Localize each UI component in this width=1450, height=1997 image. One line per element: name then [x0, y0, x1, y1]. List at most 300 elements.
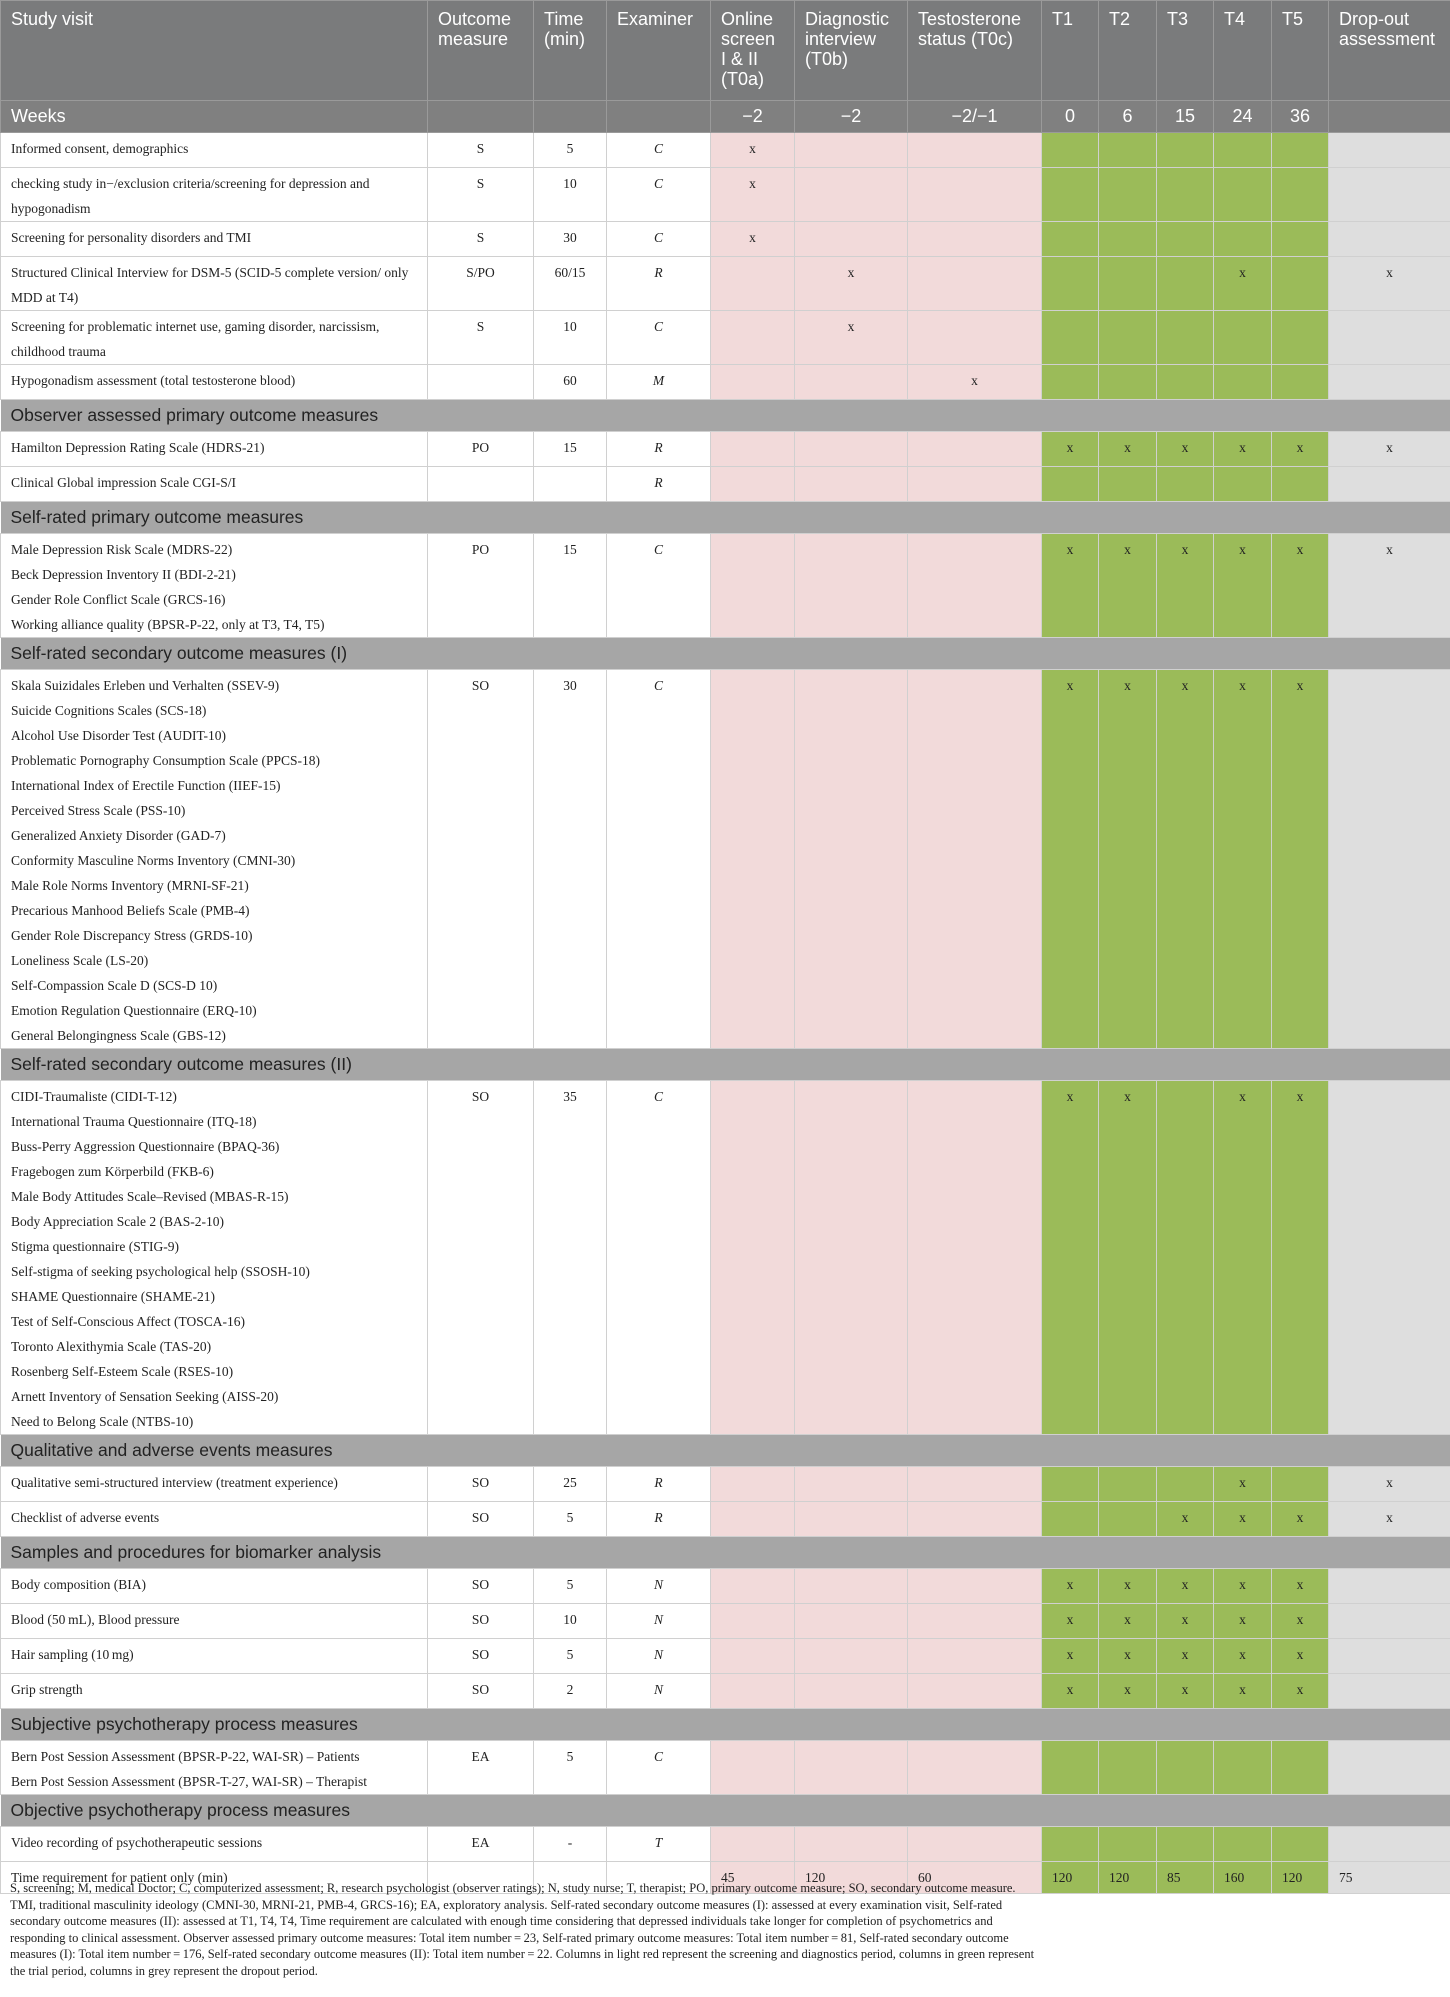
measure-item: Conformity Masculine Norms Inventory (CMNI-30) [11, 853, 296, 868]
visit-mark-cell: x [1157, 1604, 1214, 1639]
visit-mark-cell: x [1042, 1081, 1099, 1435]
visit-mark-cell [711, 311, 795, 365]
visit-mark-cell [795, 670, 908, 1049]
examiner-cell: C [607, 534, 711, 638]
visit-mark-cell [1272, 1741, 1329, 1795]
visit-mark-cell [1329, 168, 1450, 222]
table-row [1, 1741, 1450, 1795]
visit-mark-cell [1157, 1741, 1214, 1795]
time-cell: 60/15 [534, 257, 607, 311]
measure-item: Informed consent, demographics [11, 141, 189, 156]
weeks-row [1, 101, 1450, 133]
measure-item: Grip strength [11, 1682, 83, 1697]
study-visit-cell [1, 222, 428, 257]
visit-mark-cell [1272, 1467, 1329, 1502]
section-header-row [1, 1795, 1450, 1827]
visit-mark-cell [1329, 1604, 1450, 1639]
visit-mark-cell [795, 467, 908, 502]
section-header-row [1, 1435, 1450, 1467]
total-time-value: 120 [1042, 1862, 1099, 1894]
visit-mark-cell: x [1272, 1639, 1329, 1674]
weeks-cell [534, 101, 607, 133]
weeks-cell: 6 [1099, 101, 1157, 133]
table-row [1, 1827, 1450, 1862]
visit-mark-cell: x [1329, 432, 1450, 467]
visit-mark-cell [711, 1604, 795, 1639]
examiner-cell: N [607, 1569, 711, 1604]
measure-item: Male Depression Risk Scale (MDRS-22) [11, 542, 233, 557]
time-cell: 10 [534, 168, 607, 222]
column-header: Examiner [607, 1, 711, 101]
visit-mark-cell [795, 432, 908, 467]
time-cell: 10 [534, 311, 607, 365]
table-row [1, 311, 1450, 365]
study-visit-cell [1, 1467, 428, 1502]
visit-mark-cell [1272, 257, 1329, 311]
visit-mark-cell: x [1214, 1502, 1272, 1537]
visit-mark-cell: x [1214, 1639, 1272, 1674]
study-visit-cell [1, 168, 428, 222]
visit-mark-cell [795, 1467, 908, 1502]
visit-mark-cell: x [1099, 1081, 1157, 1435]
study-visit-cell [1, 1604, 428, 1639]
measure-item: Precarious Manhood Beliefs Scale (PMB-4) [11, 903, 250, 918]
examiner-cell: R [607, 1467, 711, 1502]
visit-mark-cell [711, 365, 795, 400]
visit-mark-cell [1157, 222, 1214, 257]
visit-mark-cell [795, 1674, 908, 1709]
examiner-cell: N [607, 1674, 711, 1709]
visit-mark-cell [908, 1467, 1042, 1502]
study-visit-cell [1, 257, 428, 311]
time-cell: 5 [534, 1639, 607, 1674]
outcome-measure-cell: EA [428, 1741, 534, 1795]
visit-mark-cell [1329, 1081, 1450, 1435]
outcome-measure-cell: PO [428, 432, 534, 467]
column-header: Outcome measure [428, 1, 534, 101]
visit-mark-cell [908, 1604, 1042, 1639]
visit-mark-cell [1157, 168, 1214, 222]
outcome-measure-cell: PO [428, 534, 534, 638]
visit-mark-cell: x [1214, 257, 1272, 311]
time-cell: 30 [534, 670, 607, 1049]
study-visit-cell [1, 1502, 428, 1537]
visit-mark-cell [1329, 1827, 1450, 1862]
visit-mark-cell [711, 1467, 795, 1502]
visit-mark-cell [1329, 467, 1450, 502]
visit-mark-cell: x [1042, 1604, 1099, 1639]
table-row [1, 1569, 1450, 1604]
visit-mark-cell [1272, 133, 1329, 168]
measure-item: Hamilton Depression Rating Scale (HDRS-21) [11, 440, 265, 455]
visit-mark-cell [908, 670, 1042, 1049]
visit-mark-cell [1329, 1741, 1450, 1795]
visit-mark-cell [795, 222, 908, 257]
outcome-measure-cell: SO [428, 670, 534, 1049]
weeks-cell [1329, 101, 1450, 133]
total-time-value: 75 [1329, 1862, 1450, 1894]
visit-mark-cell [908, 1081, 1042, 1435]
visit-mark-cell [1042, 311, 1099, 365]
visit-mark-cell [1214, 168, 1272, 222]
visit-mark-cell [795, 534, 908, 638]
visit-mark-cell [711, 1639, 795, 1674]
table-row [1, 1674, 1450, 1709]
measure-item: Male Body Attitudes Scale–Revised (MBAS-R-15) [11, 1189, 289, 1204]
visit-mark-cell: x [1214, 1569, 1272, 1604]
visit-mark-cell [795, 168, 908, 222]
visit-mark-cell: x [1214, 1604, 1272, 1639]
visit-mark-cell [1042, 222, 1099, 257]
time-cell: - [534, 1827, 607, 1862]
visit-mark-cell: x [1214, 1467, 1272, 1502]
visit-mark-cell [1214, 133, 1272, 168]
study-visit-cell [1, 311, 428, 365]
column-header: Time (min) [534, 1, 607, 101]
measure-item: Problematic Pornography Consumption Scale (PPCS-18) [11, 753, 320, 768]
visit-mark-cell [1214, 467, 1272, 502]
examiner-cell: C [607, 222, 711, 257]
weeks-cell: 15 [1157, 101, 1214, 133]
column-header: T1 [1042, 1, 1099, 101]
visit-mark-cell [711, 670, 795, 1049]
visit-mark-cell [1329, 1639, 1450, 1674]
total-time-value: 45 [711, 1862, 795, 1894]
time-cell: 15 [534, 534, 607, 638]
section-title: Objective psychotherapy process measures [1, 1795, 1450, 1827]
visit-mark-cell: x [1157, 1639, 1214, 1674]
section-header-row [1, 1709, 1450, 1741]
visit-mark-cell: x [1099, 1569, 1157, 1604]
visit-mark-cell: x [1042, 534, 1099, 638]
column-header: Study visit [1, 1, 428, 101]
visit-mark-cell [711, 467, 795, 502]
visit-mark-cell [1099, 311, 1157, 365]
weeks-cell [607, 101, 711, 133]
section-title: Samples and procedures for biomarker analysis [1, 1537, 1450, 1569]
visit-mark-cell: x [1099, 1639, 1157, 1674]
visit-mark-cell: x [1214, 1081, 1272, 1435]
outcome-measure-cell: SO [428, 1639, 534, 1674]
visit-mark-cell [908, 168, 1042, 222]
total-time-value: 120 [1272, 1862, 1329, 1894]
visit-mark-cell: x [1042, 432, 1099, 467]
table-row [1, 1081, 1450, 1435]
measure-item: Test of Self-Conscious Affect (TOSCA-16) [11, 1314, 246, 1329]
measure-item: Perceived Stress Scale (PSS-10) [11, 803, 186, 818]
weeks-cell: 24 [1214, 101, 1272, 133]
table-footnote: S, screening; M, medical Doctor; C, computerized assessment; R, research psychologist (observer ratings); N, study nurse; T, therapist; PO, primary outcome measure; SO, secondary outcome measure. TMI, traditional masculinity ideology (CMNI-30, MRNI-21, PMB-4, GRCS-16); EA, exploratory analysis. Self-rated secondary outcome measures (I): assessed at every examination visit, Self-rated secondary outcome measures (II): assessed at T1, T4, T4, Time requirement are calculated with enough time considering that depressed individuals take longer for completion of psychometrics and responding to clinical assessment. Observer assessed primary outcome measures: Total item number = 23, Self-rated primary outcome measures: Total item number = 81, Self-rated secondary outcome measures (I): Total item number = 176, Self-rated secondary outcome measures (II): Total item number = 22. Columns in light red represent the screening and diagnostics period, columns in green represent the trial period, columns in grey represent the dropout period. [10, 1881, 1035, 1978]
visit-mark-cell: x [795, 311, 908, 365]
outcome-measure-cell: SO [428, 1604, 534, 1639]
visit-mark-cell: x [1042, 670, 1099, 1049]
visit-mark-cell [908, 311, 1042, 365]
visit-mark-cell [1329, 222, 1450, 257]
weeks-cell: −2 [711, 101, 795, 133]
visit-mark-cell [711, 1569, 795, 1604]
total-time-value: 120 [795, 1862, 908, 1894]
visit-mark-cell [795, 133, 908, 168]
column-header: Testosterone status (T0c) [908, 1, 1042, 101]
outcome-measure-cell: S [428, 311, 534, 365]
visit-mark-cell [908, 1827, 1042, 1862]
visit-mark-cell [795, 1827, 908, 1862]
visit-mark-cell [1329, 365, 1450, 400]
visit-mark-cell [1157, 311, 1214, 365]
weeks-cell: Weeks [1, 101, 428, 133]
visit-mark-cell [908, 467, 1042, 502]
visit-mark-cell [1099, 365, 1157, 400]
visit-mark-cell: x [1099, 670, 1157, 1049]
visit-mark-cell [795, 1081, 908, 1435]
section-title: Self-rated secondary outcome measures (I) [1, 638, 1450, 670]
visit-mark-cell: x [1214, 534, 1272, 638]
visit-mark-cell [1272, 168, 1329, 222]
weeks-cell [428, 101, 534, 133]
examiner-cell: C [607, 670, 711, 1049]
time-cell: 35 [534, 1081, 607, 1435]
header-row [1, 1, 1450, 101]
weeks-cell: −2/−1 [908, 101, 1042, 133]
column-header: T5 [1272, 1, 1329, 101]
visit-mark-cell: x [1157, 1674, 1214, 1709]
outcome-measure-cell: SO [428, 1467, 534, 1502]
section-title: Observer assessed primary outcome measures [1, 400, 1450, 432]
study-visit-cell [1, 365, 428, 400]
table-row [1, 133, 1450, 168]
outcome-measure-cell: SO [428, 1081, 534, 1435]
measure-item: Body composition (BIA) [11, 1577, 146, 1592]
visit-mark-cell [1099, 1502, 1157, 1537]
visit-mark-cell [795, 1569, 908, 1604]
time-cell: 15 [534, 432, 607, 467]
measure-item: Suicide Cognitions Scales (SCS-18) [11, 703, 207, 718]
section-header-row [1, 400, 1450, 432]
visit-mark-cell: x [1272, 1502, 1329, 1537]
measure-item: Screening for personality disorders and TMI [11, 230, 252, 245]
section-title: Subjective psychotherapy process measures [1, 1709, 1450, 1741]
visit-mark-cell: x [1329, 257, 1450, 311]
examiner-cell: N [607, 1604, 711, 1639]
column-header: Diagnostic interview (T0b) [795, 1, 908, 101]
visit-mark-cell [711, 1827, 795, 1862]
study-visit-cell [1, 432, 428, 467]
visit-mark-cell [711, 1674, 795, 1709]
examiner-cell: R [607, 1502, 711, 1537]
measure-item: Self-stigma of seeking psychological help (SSOSH-10) [11, 1264, 310, 1279]
visit-mark-cell [1272, 222, 1329, 257]
visit-mark-cell [1042, 168, 1099, 222]
visit-mark-cell: x [1042, 1569, 1099, 1604]
study-visit-cell [1, 1639, 428, 1674]
measure-item: Gender Role Discrepancy Stress (GRDS-10) [11, 928, 253, 943]
section-header-row [1, 1049, 1450, 1081]
time-cell: 2 [534, 1674, 607, 1709]
visit-mark-cell [795, 365, 908, 400]
visit-mark-cell [1157, 365, 1214, 400]
time-cell: 30 [534, 222, 607, 257]
visit-mark-cell [1099, 467, 1157, 502]
outcome-measure-cell: SO [428, 1569, 534, 1604]
study-visit-cell [1, 1827, 428, 1862]
visit-mark-cell [1042, 467, 1099, 502]
visit-mark-cell: x [1157, 1569, 1214, 1604]
examiner-cell: C [607, 311, 711, 365]
visit-mark-cell: x [1272, 534, 1329, 638]
visit-mark-cell: x [711, 222, 795, 257]
measure-item: Male Role Norms Inventory (MRNI-SF-21) [11, 878, 249, 893]
visit-mark-cell [1329, 1569, 1450, 1604]
column-header: T4 [1214, 1, 1272, 101]
measure-item: Working alliance quality (BPSR-P-22, only at T3, T4, T5) [11, 617, 325, 632]
measure-item: Need to Belong Scale (NTBS-10) [11, 1414, 194, 1429]
examiner-cell: R [607, 432, 711, 467]
visit-mark-cell: x [1099, 432, 1157, 467]
section-title: Qualitative and adverse events measures [1, 1435, 1450, 1467]
measure-item: Bern Post Session Assessment (BPSR-T-27, WAI-SR) – Therapist [11, 1774, 368, 1789]
visit-mark-cell [1042, 257, 1099, 311]
examiner-cell: R [607, 257, 711, 311]
study-visit-cell [1, 133, 428, 168]
table-row [1, 257, 1450, 311]
visit-mark-cell [1157, 467, 1214, 502]
visit-mark-cell [908, 1639, 1042, 1674]
visit-mark-cell [1329, 133, 1450, 168]
outcome-measure-cell: S [428, 222, 534, 257]
measure-item: checking study in−/exclusion criteria/screening for depression and hypogonadism [11, 176, 370, 216]
table-row [1, 1639, 1450, 1674]
visit-mark-cell [1099, 168, 1157, 222]
visit-mark-cell [1157, 257, 1214, 311]
visit-mark-cell [1099, 133, 1157, 168]
visit-mark-cell [795, 1741, 908, 1795]
visit-mark-cell [1042, 365, 1099, 400]
study-visit-cell [1, 467, 428, 502]
examiner-cell: N [607, 1639, 711, 1674]
measure-item: Blood (50 mL), Blood pressure [11, 1612, 180, 1627]
measure-item: International Trauma Questionnaire (ITQ-18) [11, 1114, 257, 1129]
visit-mark-cell: x [1214, 1674, 1272, 1709]
column-header: T2 [1099, 1, 1157, 101]
measure-item: SHAME Questionnaire (SHAME-21) [11, 1289, 215, 1304]
visit-mark-cell [908, 432, 1042, 467]
total-time-label: Time requirement for patient only (min) [1, 1862, 428, 1894]
measure-item: Fragebogen zum Körperbild (FKB-6) [11, 1164, 214, 1179]
visit-mark-cell [711, 1741, 795, 1795]
study-visit-cell [1, 1081, 428, 1435]
visit-mark-cell: x [795, 257, 908, 311]
visit-mark-cell: x [1272, 432, 1329, 467]
visit-mark-cell [711, 257, 795, 311]
weeks-cell: −2 [795, 101, 908, 133]
measure-item: Qualitative semi-structured interview (treatment experience) [11, 1475, 338, 1490]
examiner-cell: C [607, 133, 711, 168]
study-visit-cell [1, 1569, 428, 1604]
visit-mark-cell [1214, 365, 1272, 400]
study-visit-cell [1, 1741, 428, 1795]
measure-item: Bern Post Session Assessment (BPSR-P-22, WAI-SR) – Patients [11, 1749, 360, 1764]
measure-item: Hypogonadism assessment (total testosterone blood) [11, 373, 296, 388]
examiner-cell: T [607, 1827, 711, 1862]
time-cell: 60 [534, 365, 607, 400]
measure-item: Clinical Global impression Scale CGI-S/I [11, 475, 236, 490]
visit-mark-cell [1272, 1827, 1329, 1862]
table-row [1, 1604, 1450, 1639]
visit-mark-cell [1099, 1741, 1157, 1795]
weeks-cell: 36 [1272, 101, 1329, 133]
measure-item: Stigma questionnaire (STIG-9) [11, 1239, 179, 1254]
measure-item: Generalized Anxiety Disorder (GAD-7) [11, 828, 226, 843]
measure-item: Arnett Inventory of Sensation Seeking (AISS-20) [11, 1389, 279, 1404]
weeks-cell: 0 [1042, 101, 1099, 133]
column-header: Drop-out assessment [1329, 1, 1450, 101]
measure-item: International Index of Erectile Function (IIEF-15) [11, 778, 281, 793]
section-header-row [1, 638, 1450, 670]
visit-mark-cell [1272, 365, 1329, 400]
total-time-value: 60 [908, 1862, 1042, 1894]
visit-mark-cell [1329, 670, 1450, 1049]
visit-mark-cell: x [1272, 1604, 1329, 1639]
measure-item: Beck Depression Inventory II (BDI-2-21) [11, 567, 236, 582]
visit-mark-cell [711, 1081, 795, 1435]
visit-mark-cell [1329, 311, 1450, 365]
visit-mark-cell: x [1157, 432, 1214, 467]
outcome-measure-cell: S/PO [428, 257, 534, 311]
outcome-measure-cell: SO [428, 1674, 534, 1709]
visit-mark-cell: x [1329, 1502, 1450, 1537]
measure-item: Screening for problematic internet use, gaming disorder, narcissism, childhood trauma [11, 319, 380, 359]
visit-mark-cell [908, 222, 1042, 257]
measure-item: Checklist of adverse events [11, 1510, 160, 1525]
table-row [1, 365, 1450, 400]
measure-item: Buss-Perry Aggression Questionnaire (BPAQ-36) [11, 1139, 280, 1154]
measure-item: Alcohol Use Disorder Test (AUDIT-10) [11, 728, 227, 743]
visit-mark-cell [1042, 1502, 1099, 1537]
time-cell: 5 [534, 133, 607, 168]
visit-mark-cell: x [908, 365, 1042, 400]
visit-mark-cell [1329, 1674, 1450, 1709]
visit-mark-cell [1214, 1827, 1272, 1862]
outcome-measure-cell: S [428, 133, 534, 168]
column-header: T3 [1157, 1, 1214, 101]
measure-item: Hair sampling (10 mg) [11, 1647, 134, 1662]
visit-mark-cell: x [1272, 1674, 1329, 1709]
section-title: Self-rated secondary outcome measures (II) [1, 1049, 1450, 1081]
outcome-measure-cell: SO [428, 1502, 534, 1537]
visit-mark-cell: x [1157, 670, 1214, 1049]
study-visit-cell [1, 534, 428, 638]
outcome-measure-cell: S [428, 168, 534, 222]
visit-mark-cell [908, 1569, 1042, 1604]
visit-mark-cell [1099, 222, 1157, 257]
measure-item: Self-Compassion Scale D (SCS-D 10) [11, 978, 218, 993]
section-header-row [1, 1537, 1450, 1569]
table-row [1, 168, 1450, 222]
visit-mark-cell [908, 257, 1042, 311]
total-time-value: 85 [1157, 1862, 1214, 1894]
visit-mark-cell [908, 133, 1042, 168]
table-row [1, 1467, 1450, 1502]
table-row [1, 467, 1450, 502]
measure-item: Rosenberg Self-Esteem Scale (RSES-10) [11, 1364, 234, 1379]
visit-mark-cell [795, 1502, 908, 1537]
visit-mark-cell: x [711, 133, 795, 168]
visit-mark-cell: x [1157, 534, 1214, 638]
table-row [1, 1502, 1450, 1537]
total-time-value: 160 [1214, 1862, 1272, 1894]
section-header-row [1, 502, 1450, 534]
visit-mark-cell [711, 1502, 795, 1537]
